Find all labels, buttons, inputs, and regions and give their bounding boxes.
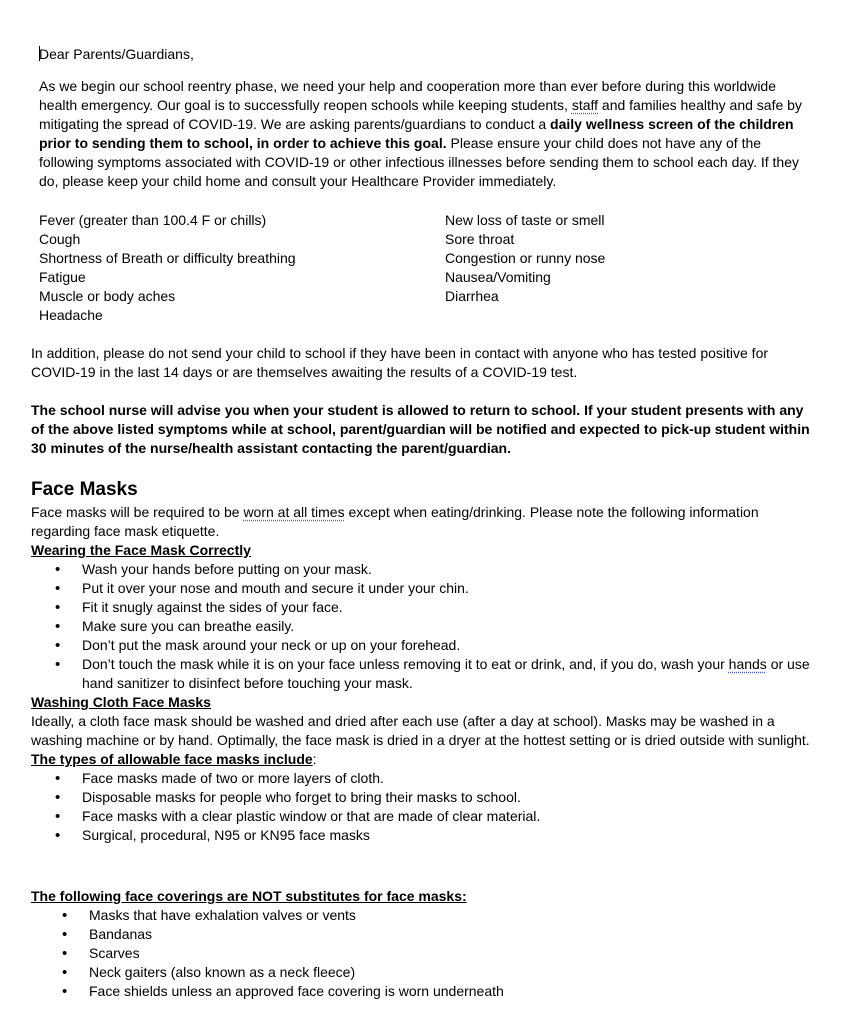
wearing-heading-text: Wearing the Face Mask Correctly: [31, 542, 251, 558]
list-item: • Face masks with a clear plastic window or that are made of clear material.: [31, 807, 811, 826]
list-item: • Disposable masks for people who forget to bring their masks to school.: [31, 788, 811, 807]
washing-heading: [31, 693, 811, 712]
allowable-heading-text: The types of allowable face masks include: [31, 751, 313, 767]
allowable-heading: [31, 750, 811, 769]
wearing-list: [31, 560, 811, 693]
symptom-item: Shortness of Breath or difficulty breathing: [39, 250, 296, 266]
washing-text: Ideally, a cloth face mask should be washed and dried after each use (after a day at school). Masks may be washed in a washing machine or by hand. Optimally, the face mask is dried in a dryer at the hottest setting or is dried outside with sunlight.: [31, 713, 810, 748]
list-item: • Don’t put the mask around your neck or up on your forehead.: [31, 636, 811, 655]
symptom-item: Congestion or runny nose: [445, 250, 606, 266]
symptom-item: Cough: [39, 231, 81, 247]
allowable-list: [31, 769, 811, 845]
symptoms-left-column: [39, 211, 439, 325]
intro-text: except when eating/drinking. Please note the following information regarding face mask etiquette.: [31, 504, 759, 539]
list-item: • Masks that have exhalation valves or vents: [31, 906, 811, 925]
list-item-text: Don’t touch the mask while it is on your face unless removing it to eat or drink, and, if you do, wash your: [82, 656, 729, 672]
spellcheck-word-staff: staff: [571, 97, 599, 113]
symptom-item: Headache: [39, 307, 103, 323]
list-item: • Bandanas: [31, 925, 811, 944]
salutation: [39, 45, 819, 64]
list-item: • Surgical, procedural, N95 or KN95 face masks: [31, 826, 811, 845]
wearing-heading: [31, 541, 811, 560]
not-substitutes-section: [31, 887, 811, 1001]
not-substitutes-heading-text: The following face coverings are NOT substitutes for face masks:: [31, 888, 467, 904]
intro-text-1: As we begin our school reentry phase, we need your help and cooperation more than ever before during this worldwide health emergency. Our goal is to successfully reopen schools while keeping students,: [39, 78, 776, 113]
intro-text: Face masks will be required to be: [31, 504, 244, 520]
list-item: • Face shields unless an approved face covering is worn underneath: [31, 982, 811, 1001]
list-item: • Face masks made of two or more layers of cloth.: [31, 769, 811, 788]
intro-text-3: Please ensure your child does not have any of the following symptoms associated with COVID-19 or other infectious illnesses before sending them to school each day. If they do, please keep your child home and consult your Healthcare Provider immediately.: [39, 135, 800, 189]
list-item-text: or use hand sanitizer to disinfect before touching your mask.: [82, 656, 810, 691]
symptom-item: Fatigue: [39, 269, 86, 285]
symptom-item: Sore throat: [445, 231, 515, 247]
symptoms-right-column: [445, 211, 815, 306]
list-item: • Make sure you can breathe easily.: [31, 617, 811, 636]
symptom-item: Nausea/Vomiting: [445, 269, 551, 285]
allowable-colon: :: [312, 751, 317, 767]
symptom-item: New loss of taste or smell: [445, 212, 605, 228]
not-substitutes-list: [31, 906, 811, 1001]
list-item: • Wash your hands before putting on your mask.: [31, 560, 811, 579]
spellcheck-phrase: worn at all times: [243, 504, 345, 520]
contact-paragraph: In addition, please do not send your child to school if they have been in contact with anyone who has tested positive for COVID-19 in the last 14 days or are themselves awaiting the results of a COVID-19 test.: [31, 345, 769, 380]
face-masks-section: [31, 503, 811, 845]
salutation-text: Dear Parents/Guardians,: [39, 46, 194, 62]
list-item: [31, 655, 811, 693]
nurse-paragraph: The school nurse will advise you when your student is allowed to return to school. If your student presents with any of the above listed symptoms while at school, parent/guardian will be notified and expected to pick-up student within 30 minutes of the nurse/health assistant contacting the parent/guardian.: [31, 402, 810, 456]
list-item: • Scarves: [31, 944, 811, 963]
intro-bold-text: daily wellness screen of the children prior to sending them to school, in order to achieve this goal.: [39, 116, 794, 151]
symptoms-list: [39, 211, 819, 326]
intro-paragraph: [39, 77, 811, 191]
symptom-item: Fever (greater than 100.4 F or chills): [39, 212, 267, 228]
not-substitutes-heading: [31, 887, 811, 906]
symptom-item: Muscle or body aches: [39, 288, 176, 304]
list-item: • Neck gaiters (also known as a neck fleece): [31, 963, 811, 982]
washing-heading-text: Washing Cloth Face Masks: [31, 694, 211, 710]
list-item: • Put it over your nose and mouth and secure it under your chin.: [31, 579, 811, 598]
symptom-item: Diarrhea: [445, 288, 499, 304]
face-masks-intro: [31, 503, 811, 541]
spellcheck-word-hands: hands: [728, 656, 767, 672]
list-item: • Fit it snugly against the sides of your face.: [31, 598, 811, 617]
intro-text-2: and families healthy and safe by mitigating the spread of COVID-19. We are asking parents/guardians to conduct a: [39, 97, 802, 132]
face-masks-heading: Face Masks: [31, 479, 138, 500]
